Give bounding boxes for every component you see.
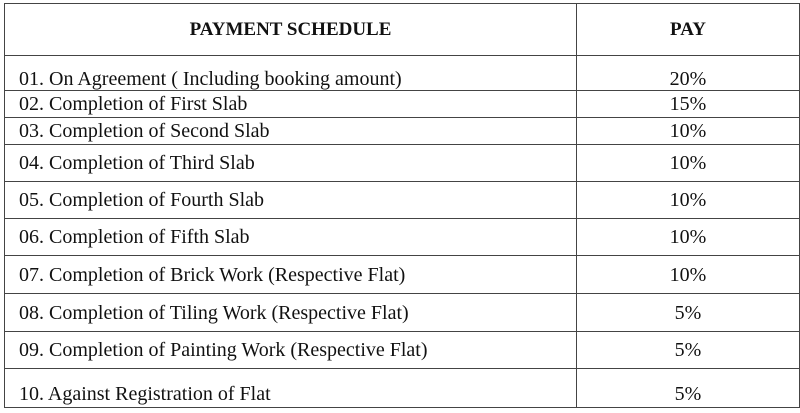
- row-pay: 10%: [577, 182, 800, 219]
- row-pay: 5%: [577, 332, 800, 369]
- table-row: [5, 56, 800, 91]
- row-description: 08. Completion of Tiling Work (Respective Flat): [5, 294, 577, 332]
- row-pay: 15%: [577, 91, 800, 118]
- row-description: 06. Completion of Fifth Slab: [5, 219, 577, 256]
- table-row: [5, 332, 800, 369]
- row-description: 04. Completion of Third Slab: [5, 145, 577, 182]
- table-row: [5, 369, 800, 408]
- row-pay: 5%: [577, 294, 800, 332]
- row-pay: 10%: [577, 256, 800, 294]
- table-row: [5, 256, 800, 294]
- row-pay: 10%: [577, 145, 800, 182]
- header-pay: PAY: [577, 4, 800, 56]
- table-row: [5, 219, 800, 256]
- table-row: [5, 294, 800, 332]
- row-pay: 10%: [577, 118, 800, 145]
- row-description: 05. Completion of Fourth Slab: [5, 182, 577, 219]
- row-description: 01. On Agreement ( Including booking amount): [5, 56, 577, 91]
- row-description: 03. Completion of Second Slab: [5, 118, 577, 145]
- row-pay: 5%: [577, 369, 800, 408]
- row-description: 07. Completion of Brick Work (Respective Flat): [5, 256, 577, 294]
- row-description: 09. Completion of Painting Work (Respective Flat): [5, 332, 577, 369]
- table-header-row: [5, 4, 800, 56]
- header-payment-schedule: PAYMENT SCHEDULE: [5, 4, 577, 56]
- row-pay: 10%: [577, 219, 800, 256]
- row-description: 10. Against Registration of Flat: [5, 369, 577, 408]
- row-pay: 20%: [577, 56, 800, 91]
- table-row: [5, 182, 800, 219]
- payment-schedule-table: [4, 3, 800, 408]
- table-row: [5, 91, 800, 118]
- table-row: [5, 118, 800, 145]
- table-row: [5, 145, 800, 182]
- row-description: 02. Completion of First Slab: [5, 91, 577, 118]
